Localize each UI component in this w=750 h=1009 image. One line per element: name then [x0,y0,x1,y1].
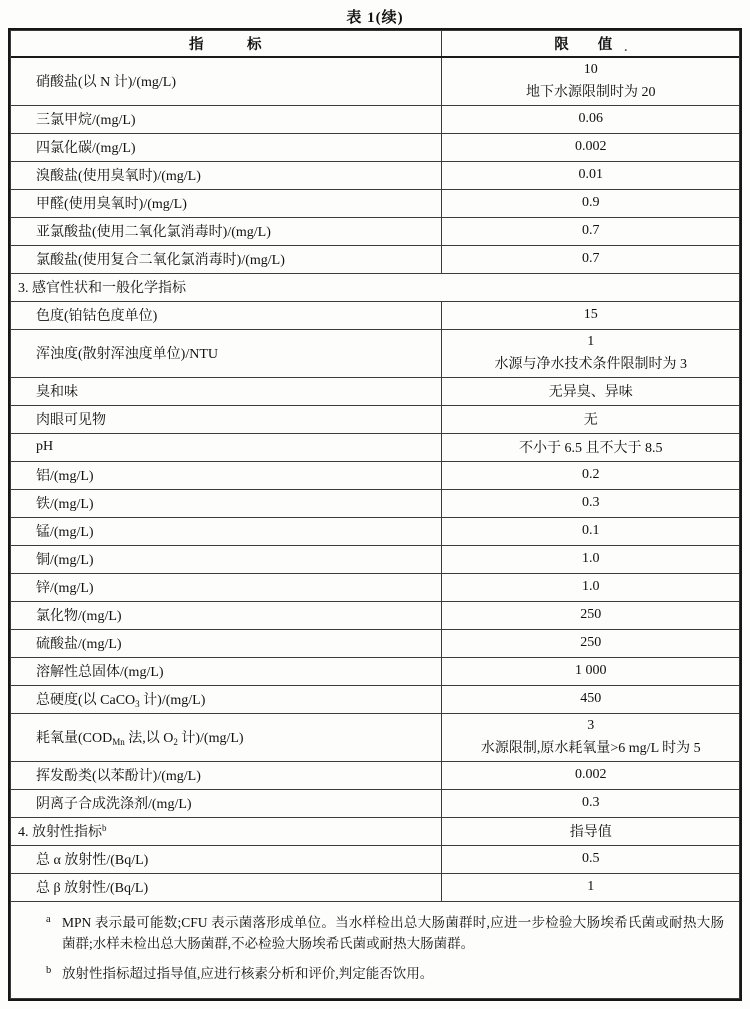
header-row [9,29,741,57]
table-row [9,545,741,573]
table-row [9,57,741,105]
limit-cell [441,517,741,545]
limit-header-label: 限 值 [554,36,613,53]
section-row [9,817,741,845]
limit-value: 1 000 [575,663,607,678]
limit-value: 450 [580,691,602,706]
table-row [9,789,741,817]
indicator-cell: 四氯化碳/(mg/L) [9,133,441,161]
limit-cell [441,873,741,901]
limit-value: 无异臭、异味 [548,385,633,400]
limit-cell [441,573,741,601]
limit-cell [441,657,741,685]
indicator-cell: 色度(铂钴色度单位) [9,301,441,329]
limit-value: 不小于 6.5 且不大于 8.5 [519,441,663,456]
indicator-cell: 挥发酚类(以苯酚计)/(mg/L) [9,761,441,789]
indicator-cell: 溴酸盐(使用臭氧时)/(mg/L) [9,161,441,189]
limit-line: 3 [587,718,595,733]
indicator-cell: 浑浊度(散射浑浊度单位)/NTU [9,329,441,377]
indicator-cell: 总硬度(以 CaCO$_3$ 计)/(mg/L) [9,685,441,713]
limit-cell [441,489,741,517]
limit-value: 0.002 [575,139,607,154]
table-body [9,57,741,1000]
table-row [9,301,741,329]
table-row [9,657,741,685]
footnote-marker: b [46,964,52,976]
limit-cell [441,433,741,461]
limit-line: 1 [587,334,595,349]
indicator-cell: 总 α 放射性/(Bq/L) [9,845,441,873]
scan-artifact-dot: . [624,39,628,54]
limit-value: 0.1 [582,523,600,538]
limit-value: 1 [587,879,595,894]
indicator-cell: 锰/(mg/L) [9,517,441,545]
limit-cell [441,789,741,817]
indicator-cell: 铁/(mg/L) [9,489,441,517]
water-quality-limits-table [8,28,742,1001]
limit-cell [441,377,741,405]
indicator-cell: 肉眼可见物 [9,405,441,433]
table-row [9,105,741,133]
table-row [9,405,741,433]
limit-value: 250 [580,635,602,650]
indicator-cell: 铝/(mg/L) [9,461,441,489]
limit-line: 水源与净水技术条件限制时为 3 [494,357,687,372]
limit-value: 0.01 [578,167,603,182]
table-row [9,761,741,789]
indicator-cell: pH [9,433,441,461]
indicator-cell: 锌/(mg/L) [9,573,441,601]
table-row [9,601,741,629]
table-row [9,133,741,161]
limit-cell [441,189,741,217]
limit-line: 水源限制,原水耗氧量>6 mg/L 时为 5 [480,741,701,756]
limit-cell [441,761,741,789]
limit-cell [441,57,741,105]
limit-cell [441,217,741,245]
table-row [9,461,741,489]
table-row [9,489,741,517]
table-row [9,573,741,601]
limit-cell [441,713,741,761]
footnote-cell [9,901,741,1000]
footnote [46,963,724,984]
indicator-cell: 溶解性总固体/(mg/L) [9,657,441,685]
indicator-cell: 氯化物/(mg/L) [9,601,441,629]
limit-cell [441,301,741,329]
limit-value: 0.2 [582,467,600,482]
table-row [9,433,741,461]
limit-cell [441,545,741,573]
indicator-cell: 阴离子合成洗涤剂/(mg/L) [9,789,441,817]
table-row [9,377,741,405]
footnote-marker: a [46,913,51,925]
limit-value: 1.0 [582,579,600,594]
indicator-cell: 甲醛(使用臭氧时)/(mg/L) [9,189,441,217]
table-row [9,873,741,901]
indicator-cell: 硫酸盐/(mg/L) [9,629,441,657]
table-row [9,845,741,873]
table-row [9,713,741,761]
table-row [9,685,741,713]
footnote [46,912,724,954]
section-row [9,273,741,301]
indicator-cell: 铜/(mg/L) [9,545,441,573]
footnote-row [9,901,741,1000]
indicator-cell: 亚氯酸盐(使用二氧化氯消毒时)/(mg/L) [9,217,441,245]
limit-value: 250 [580,607,602,622]
limit-cell [441,629,741,657]
limit-cell [441,405,741,433]
limit-value: 0.3 [582,795,600,810]
table-row [9,189,741,217]
limit-cell [441,329,741,377]
page-title: 表 1(续) [346,10,404,26]
limit-line: 地下水源限制时为 20 [526,85,656,101]
indicator-cell: 硝酸盐(以 N 计)/(mg/L) [9,57,441,105]
limit-line: 10 [583,62,598,78]
limit-cell [441,685,741,713]
footnote-text: 放射性指标超过指导值,应进行核素分析和评价,判定能否饮用。 [62,965,434,981]
indicator-cell: 4. 放射性指标$^b$ [9,817,441,845]
limit-value: 0.9 [582,195,600,210]
limit-value: 1.0 [582,551,600,566]
limit-value: 无 [583,413,598,428]
table-row [9,629,741,657]
limit-value: 0.06 [578,111,603,126]
limit-cell [441,105,741,133]
indicator-cell: 三氯甲烷/(mg/L) [9,105,441,133]
indicator-cell: 氯酸盐(使用复合二氧化氯消毒时)/(mg/L) [9,245,441,273]
limit-cell [441,245,741,273]
footnote-text: MPN 表示最可能数;CFU 表示菌落形成单位。当水样检出总大肠菌群时,应进一步检验大肠埃希氏菌或耐热大肠菌群;水样未检出总大肠菌群,不必检验大肠埃希氏菌或耐热大肠菌群。 [62,914,724,951]
limit-value: 0.7 [582,251,600,266]
table-row [9,329,741,377]
limit-column-header [441,29,741,57]
indicator-cell: 臭和味 [9,377,441,405]
indicator-column-header: 指 标 [9,29,441,57]
limit-value: 0.002 [575,767,607,782]
section-label: 3. 感官性状和一般化学指标 [9,273,741,301]
limit-cell [441,845,741,873]
indicator-cell: 耗氧量($COD_{Mn}$ 法,以 $O_2$ 计)/(mg/L) [9,713,441,761]
limit-cell [441,461,741,489]
table-row [9,517,741,545]
limit-cell [441,161,741,189]
indicator-cell: 总 β 放射性/(Bq/L) [9,873,441,901]
limit-cell [441,133,741,161]
limit-value: 15 [583,307,598,322]
limit-cell [441,817,741,845]
limit-value: 指导值 [569,825,612,840]
table-row [9,217,741,245]
table-row [9,245,741,273]
limit-value: 0.3 [582,495,600,510]
limit-value: 0.7 [582,223,600,238]
table-row [9,161,741,189]
limit-cell [441,601,741,629]
limit-value: 0.5 [582,851,600,866]
